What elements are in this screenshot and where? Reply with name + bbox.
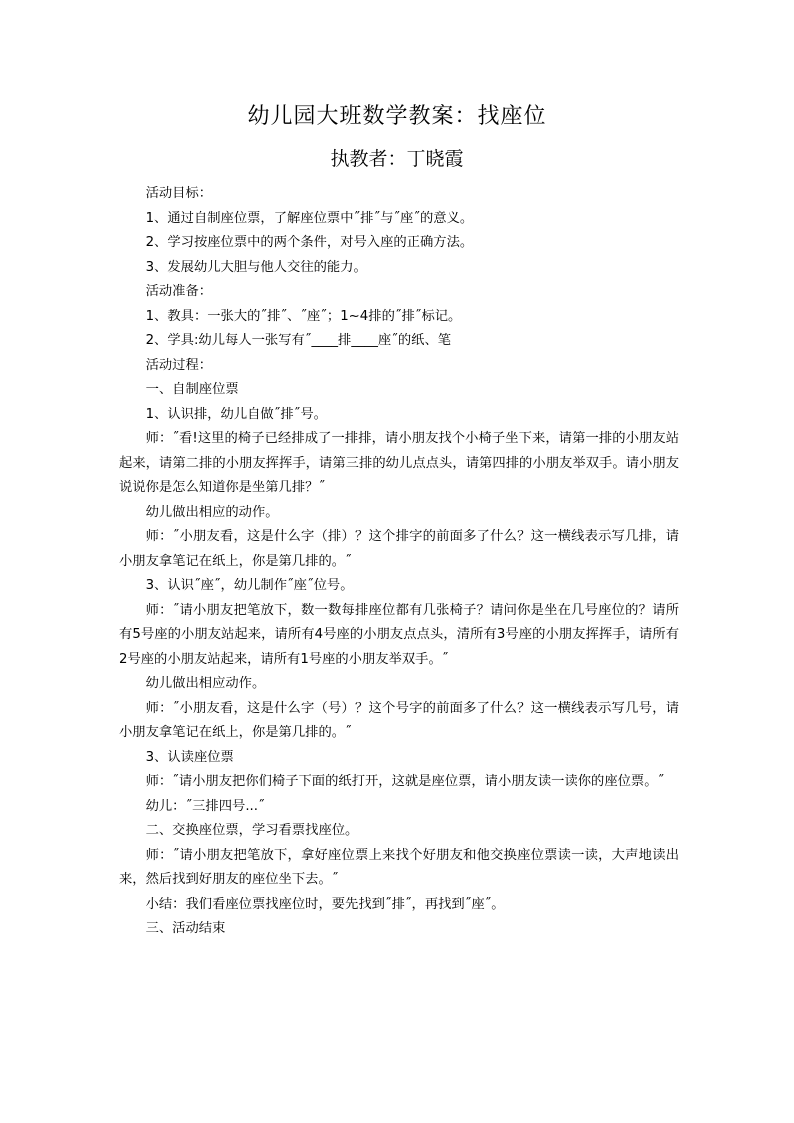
paragraph: 师：˝请小朋友把你们椅子下面的纸打开，这就是座位票，请小朋友读一读你的座位票。˝	[145, 774, 665, 789]
paragraph: 活动过程：	[145, 357, 213, 373]
paragraph: 幼儿做出相应的动作。	[145, 504, 279, 520]
paragraph: 师：˝小朋友看，这是什么字（号）？这个号字的前面多了什么？这一横线表示写几号，请小朋友拿笔记在纸上，你是第几排的。˝	[119, 700, 679, 740]
paragraph: 2、学习按座位票中的两个条件，对号入座的正确方法。	[145, 235, 474, 250]
paragraph: 1、教具：一张大的˝排˝、˝座˝；1~4排的˝排˝标记。	[145, 308, 462, 324]
paragraph: 3、认识˝座˝，幼儿制作˝座˝位号。	[145, 578, 354, 593]
paragraph: 师：˝小朋友看，这是什么字（排）？这个排字的前面多了什么？这一横线表示写几排，请小朋友拿笔记在纸上，你是第几排的。˝	[119, 529, 679, 569]
paragraph: 师：˝请小朋友把笔放下，数一数每排座位都有几张椅子？请问你是坐在几号座位的？请所有5号座的小朋友站起来，请所有4号座的小朋友点点头，清所有3号座的小朋友挥挥手，请所有2号座的小朋友站起来，请所有1号座的小朋友举双手。˝	[119, 602, 679, 667]
document-title: 幼儿园大班数学教案：找座位	[247, 104, 547, 129]
paragraph: 幼儿做出相应动作。	[145, 676, 266, 691]
paragraph: 三、活动结束	[145, 921, 226, 936]
document-author: 执教者：丁晓霞	[330, 148, 464, 170]
document-body	[119, 182, 679, 942]
paragraph: 3、认读座位票	[145, 749, 234, 765]
paragraph: 活动准备：	[145, 284, 213, 299]
paragraph: 2、学具:幼儿每人一张写有˝____排____座˝的纸、笔	[145, 333, 452, 348]
paragraph: 活动目标：	[145, 186, 213, 201]
paragraph: 二、交换座位票，学习看票找座位。	[145, 823, 359, 838]
paragraph: 师：˝看!这里的椅子已经排成了一排排，请小朋友找个小椅子坐下来，请第一排的小朋友站起来，请第二排的小朋友挥挥手，请第三排的幼儿点点头，请第四排的小朋友举双手。请小朋友说说你是怎么知道你是坐第几排？˝	[119, 431, 679, 495]
paragraph: 1、认识排，幼儿自做˝排˝号。	[145, 406, 327, 422]
paragraph: 师：˝请小朋友把笔放下，拿好座位票上来找个好朋友和他交换座位票读一读，大声地读出来，然后找到好朋友的座位坐下去。˝	[119, 847, 679, 887]
paragraph: 3、发展幼儿大胆与他人交往的能力。	[145, 259, 367, 275]
paragraph: 1、通过自制座位票，了解座位票中˝排˝与˝座˝的意义。	[145, 210, 474, 226]
paragraph: 小结：我们看座位票找座位时，要先找到˝排˝，再找到˝座˝。	[145, 896, 505, 912]
paragraph: 一、自制座位票	[145, 382, 239, 397]
paragraph: 幼儿：˝三排四号...˝	[145, 798, 265, 814]
